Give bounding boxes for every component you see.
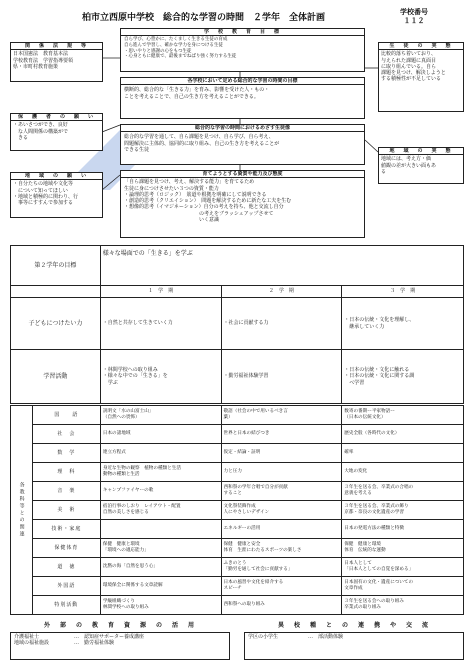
- activity-term-2: ・勤労福祉体験学習: [221, 350, 342, 404]
- abilities-title: 育てようとする資質や能力及び態度: [121, 171, 364, 178]
- abilities-box: [120, 170, 365, 238]
- student-reality-box: [378, 42, 464, 112]
- term-2-header: ２ 学 期: [221, 286, 342, 298]
- subject-term-1: 説明文「水の山富士山」 （自然への畏怖）: [100, 406, 221, 425]
- school-cooperation-list: [244, 632, 464, 660]
- school-cooperation-box: [244, 620, 464, 658]
- objective-body: 横断的、総合的な「生きる力」を育み、影響を受けた人・もの・ ことを考えることで、自己の生き方を考えることができる。: [124, 87, 270, 100]
- connector-line: [365, 140, 378, 152]
- term-header-empty: [11, 286, 101, 298]
- school-row: [248, 634, 460, 640]
- subject-row: [11, 425, 464, 444]
- student-image-box: [120, 124, 365, 165]
- objective-title: 各学校において定める総合的な学習の時間の目標: [121, 78, 364, 85]
- subject-term-2: 仮定・結論・証明: [221, 444, 342, 463]
- goal-label: 第２学年の目標: [11, 246, 101, 286]
- subject-term-1: 環境保全に関係する文章読解: [100, 577, 221, 596]
- laws-title: 関 係 法 規 等: [11, 43, 102, 50]
- subjects-side-label: 各教科等との関連: [11, 406, 33, 615]
- subject-name: 技術・家庭: [32, 520, 100, 539]
- external-row: [14, 640, 226, 646]
- page-title: 柏市立西原中学校 総合的な学習の時間 ２学年 全体計画: [82, 13, 326, 23]
- subject-term-2: 敬語（社会の中で用いるべき言 葉）: [221, 406, 342, 425]
- activity-label: 学習活動: [11, 350, 101, 404]
- school-right: … 部活動体験: [308, 633, 344, 640]
- external-resources-box: [10, 620, 230, 658]
- subject-term-3: 保健 健康と環境 体育 伝統的な運動: [342, 539, 464, 558]
- goal-row: [11, 246, 464, 286]
- school-left: 学区の小学生: [248, 633, 279, 640]
- subject-term-1: 沈黙の海「自然を思う心」: [100, 558, 221, 577]
- subject-term-2: 世界と日本の結びつき: [221, 425, 342, 444]
- subject-name: 道 徳: [32, 558, 100, 577]
- parents-box: [10, 113, 103, 151]
- school-goal-title: 学 校 教 育 目 標: [121, 29, 364, 36]
- laws-body: 日本国憲法 教育基本法 学校教育法 学習指導要領 県・市町村教育施策: [13, 51, 74, 70]
- parents-title: 保 護 者 の 願 い: [11, 114, 102, 121]
- parents-body: ・あいさつができ、良好 な人間関係の構築がで きる: [13, 122, 69, 141]
- subject-term-3: ３年生を送る会、卒業式の合唱の 意義を考える: [342, 482, 464, 501]
- term-3-header: ３ 学 期: [342, 286, 464, 298]
- subject-row: [11, 406, 464, 425]
- community-reality-title: 地 域 の 実 態: [379, 148, 463, 155]
- subject-term-2: 西和祭の学年合唱で自分が貢献 すること: [221, 482, 342, 501]
- term-header-row: [11, 286, 464, 298]
- laws-box: [10, 42, 103, 82]
- school-goal-body: 自ら学び、心豊かに、たくましく生きる生徒の育成 自ら進んで学習し、確かな学力を身につける生徒 ・思いやりと感謝の心をもつ生徒 ・心身ともに健康で、最後までねばり強く努力する生徒: [124, 37, 237, 60]
- subject-term-3: ３年生を送る会、卒業式の飾り 京都・奈良の文化遺産の学習: [342, 501, 464, 520]
- subject-row: [11, 520, 464, 539]
- power-term-3: ・日本の伝統・文化を理解し、 継承していく力: [342, 298, 464, 350]
- subject-row: [11, 577, 464, 596]
- subject-term-1: [100, 520, 221, 539]
- school-goal-box: [120, 28, 365, 72]
- subject-term-1: 宿泊行事のしおり レイアウト・配置 自然の美しさを感じる: [100, 501, 221, 520]
- abilities-body: 「自ら課題を見つけ、考え、解決する能力」を育てるため 生徒に身につけさせたい３つの資質・能力 ・論理的思考（ロジック） 筋道や根拠を明確にして説明できる ・創造的思考（クリエイション） 問題を解決するために新たな工夫を生む ・想像的思考（イマジネーション）自分の考えを持ち、他と交流し自分 の考えをブラッシュアップさせて いく意識: [124, 179, 292, 223]
- subject-name: 音 楽: [32, 482, 100, 501]
- subject-term-1: 保健 健康と環境 「環境への適応能力」: [100, 539, 221, 558]
- student-image-title: 総合的な学習の時間におけるめざす生徒像: [121, 125, 364, 132]
- subject-row: [11, 539, 464, 558]
- subject-term-1: キャンプファイヤーの歌: [100, 482, 221, 501]
- external-right: … 勤労福祉体験: [74, 639, 115, 646]
- subject-term-1: 身近な生物の観察 植物の種類と生活 動物の種類と生活: [100, 463, 221, 482]
- external-left: 地域の福祉施設: [14, 639, 50, 646]
- subject-term-2: 保健 健康と安全 体育 生涯にわたるスポーツの楽しさ: [221, 539, 342, 558]
- subject-row: [11, 463, 464, 482]
- student-image-body: 総合的な学習を通して、自ら課題を見つけ、自ら学び、自ら考え、 問題解決に主体的、協同的に取り組み、自己の生き方を考えることが できる生徒: [124, 134, 280, 153]
- subject-term-2: エネルギーの活用: [221, 520, 342, 539]
- subject-row: [11, 558, 464, 577]
- objective-box: [120, 77, 365, 119]
- school-number-value: １１２: [403, 17, 425, 26]
- subject-row: [11, 501, 464, 520]
- subject-row: [11, 444, 464, 463]
- subject-name: 外国語: [32, 577, 100, 596]
- activity-row: [11, 350, 464, 404]
- subject-row: [11, 596, 464, 615]
- subject-term-3: 日本人として 「日本人としての自覚を深める」: [342, 558, 464, 577]
- subject-term-3: 数寄の番期ー平家物語ー （日本の伝統文化）: [342, 406, 464, 425]
- community-reality-body: 地域には、考え方・価 値観の差が大きい面もあ る: [381, 156, 437, 175]
- external-right: … 認知症サポーター養成講座: [74, 633, 145, 640]
- subjects-table: [10, 405, 464, 615]
- subject-term-2: 力と圧力: [221, 463, 342, 482]
- subject-term-1: 連立方程式: [100, 444, 221, 463]
- goal-text: 様々な場面での「生きる」を学ぶ: [100, 246, 463, 286]
- activity-term-1: ・林間学校への取り組み ・様々な中での「生きる」を 学ぶ: [100, 350, 221, 404]
- activity-term-3: ・日本の伝統・文化に触れる ・日本の伝統・文化に関する調 べ学習: [342, 350, 464, 404]
- subject-term-3: 日本固有の文化・遺産についての 文章作成: [342, 577, 464, 596]
- subject-term-3: 大地の変化: [342, 463, 464, 482]
- student-reality-title: 生 徒 の 実 態: [379, 43, 463, 50]
- term-1-header: １ 学 期: [100, 286, 221, 298]
- subject-name: 特別活動: [32, 596, 100, 615]
- subject-row: [11, 482, 464, 501]
- community-wish-body: ・自分たちの地域や文化等 について知ってほしい ・地域と積極的に関わり、行 事等にすすんで参加する: [13, 181, 79, 206]
- subject-name: 数 学: [32, 444, 100, 463]
- subject-name: 社 会: [32, 425, 100, 444]
- subject-term-3: 歴史全般（各時代の文化）: [342, 425, 464, 444]
- community-wish-title: 地 域 の 願 い: [11, 173, 102, 180]
- subject-term-2: ふきのとう 「勤労を通して社会に貢献する」: [221, 558, 342, 577]
- power-label: 子どもにつけたい力: [11, 298, 101, 350]
- school-cooperation-title: 異 校 種 と の 連 携 や 交 流: [277, 622, 430, 629]
- subject-term-3: ３年生を送る会への取り組み 卒業式の取り組み: [342, 596, 464, 615]
- subject-name: 美 術: [32, 501, 100, 520]
- subject-term-1: 日本の諸地域: [100, 425, 221, 444]
- connector-line: [102, 125, 120, 132]
- student-reality-body: 比較的落ち着いており、 与えられた課題に真面目 に取り組んでいる。自ら 課題を見つけ、解決しようと する積極性が不足している: [381, 51, 446, 83]
- subject-term-1: 学級組織づくり 林間学校への取り組み: [100, 596, 221, 615]
- subject-name: 保健体育: [32, 539, 100, 558]
- external-left: 介護福祉士: [14, 633, 40, 640]
- community-reality-box: [378, 147, 464, 184]
- power-term-1: ・自然と共存して生きていく力: [100, 298, 221, 350]
- subject-term-2: 文化祭装飾作成 人にやさしいデザイン: [221, 501, 342, 520]
- school-number-label: 学校番号: [400, 8, 428, 16]
- subject-term-3: 日本の発電方法の種類と特徴: [342, 520, 464, 539]
- subject-name: 国 語: [32, 406, 100, 425]
- power-row: [11, 298, 464, 350]
- plan-table: [10, 245, 464, 404]
- subject-name: 理 科: [32, 463, 100, 482]
- external-resources-title: 外 部 の 教 育 資 源 の 活 用: [43, 622, 196, 629]
- subject-term-2: 日本の風習や文化を紹介する スピーチ: [221, 577, 342, 596]
- power-term-2: ・社会に貢献する力: [221, 298, 342, 350]
- subject-term-2: 西和祭への取り組み: [221, 596, 342, 615]
- community-wish-box: [10, 172, 103, 218]
- subjects-body: [11, 406, 464, 615]
- external-resources-list: [10, 632, 230, 660]
- subject-term-3: 確率: [342, 444, 464, 463]
